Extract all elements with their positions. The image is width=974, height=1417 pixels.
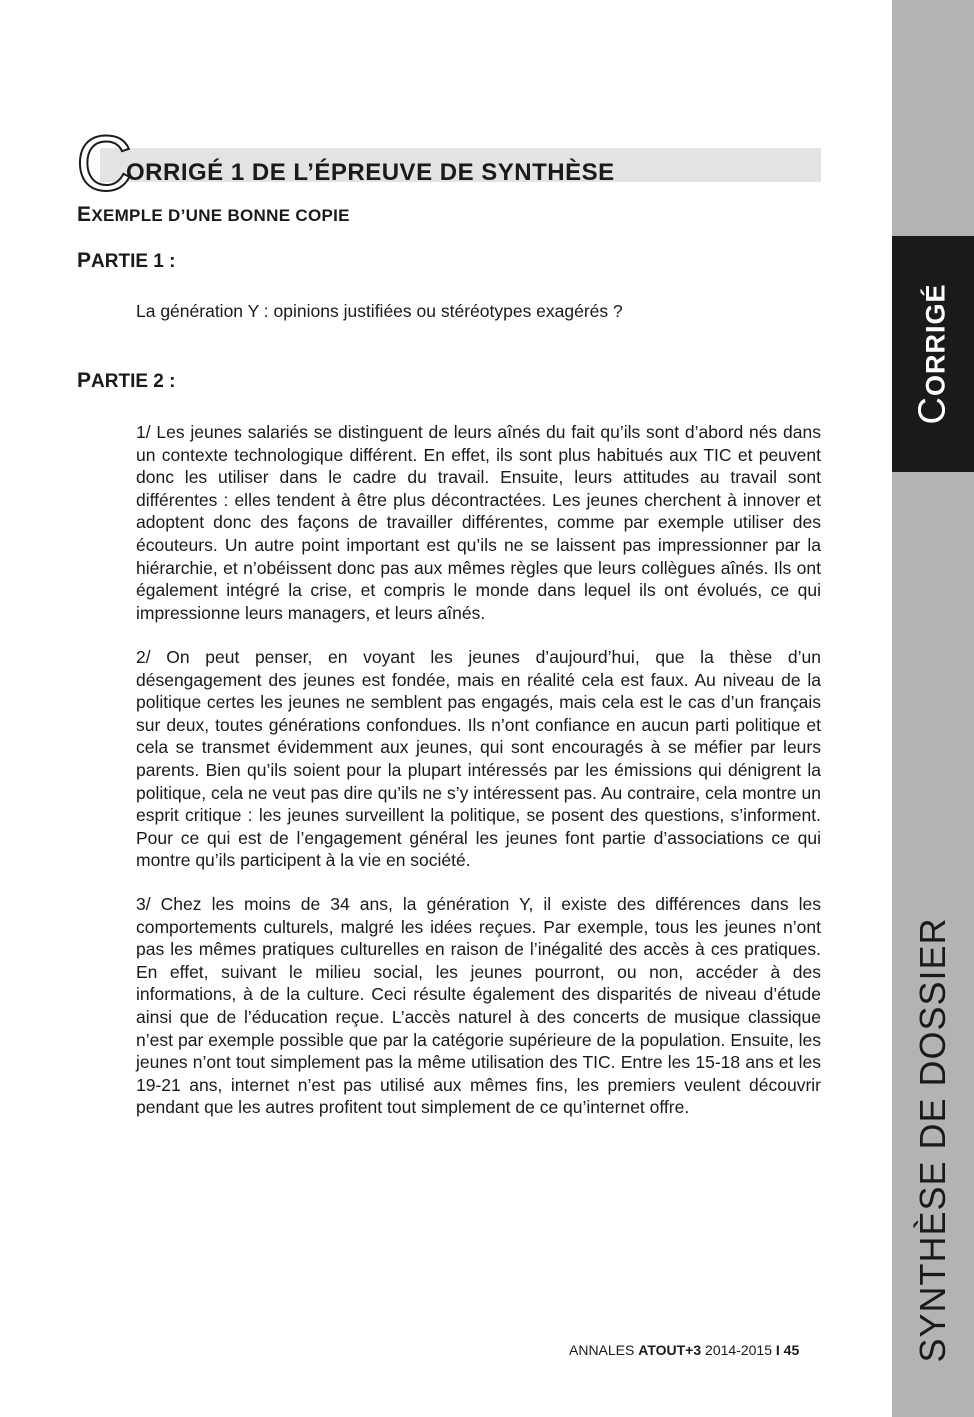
answer-paragraph-1: 1/ Les jeunes salariés se distinguent de leurs aînés du fait qu’ils sont d’abord nés dans un contexte technologique différent. En effet, ils sont plus habitués aux TIC et peuvent donc les utiliser dans le cadre du travail. Ensuite, leurs attitudes au travail sont différentes : elles tendent à être plus décontractées. Les jeunes cherchent à innover et adoptent donc des façons de travailler différentes, comme par exemple utiliser des écouteurs. Un autre point important est qu’ils ne se laissent pas impressionner par la hiérarchie, et n’obéissent donc pas aux mêmes règles que leurs collègues aînés. Ils ont également intégré la crise, et compris le monde dans lequel ils ont évolués, ce qui impressionne leurs managers, et leurs aînés. bbox=[136, 422, 821, 623]
footer-brand: ATOUT+3 bbox=[638, 1342, 702, 1358]
side-label-synthese: SYNTHÈSE DE DOSSIER bbox=[912, 917, 953, 1363]
answer-paragraph-3: 3/ Chez les moins de 34 ans, la génération Y, il existe des différences dans les comportements culturels, malgré les idées reçues. Par exemple, tous les jeunes n’ont pas les mêmes pratiques culturelles en raison de l’inégalité des accès à ces pratiques. En effet, suivant le milieu social, les jeunes pourront, ou non, accéder à des informations, à de la culture. Ceci résulte également des disparités de niveau d’étude ainsi que de l’éducation reçue. L’accès naturel à des concerts de musique classique n’est par exemple possible que par la catégorie supérieure de la population. Ensuite, les jeunes n’ont tout simplement pas la même utilisation des TIC. Entre les 15-18 ans et les 19-21 ans, internet n’est pas utilisé aux mêmes fins, les premiers veulent découvrir pendant que les autres profitent tout simplement de ce qu’internet offre. bbox=[136, 894, 821, 1118]
part1-question: La génération Y : opinions justifiées ou stéréotypes exagérés ? bbox=[136, 301, 623, 321]
footer-years: 2014-2015 bbox=[705, 1342, 772, 1358]
footer-annales: ANNALES bbox=[569, 1342, 635, 1358]
page-footer bbox=[569, 1342, 799, 1358]
subtitle: EXEMPLE D’UNE BONNE COPIE bbox=[77, 203, 350, 226]
footer-separator: I bbox=[775, 1342, 780, 1358]
title-initial: C bbox=[76, 119, 133, 207]
page-title: ORRIGÉ 1 DE L’ÉPREUVE DE SYNTHÈSE bbox=[126, 159, 615, 186]
part2-heading: PARTIE 2 : bbox=[77, 369, 176, 392]
side-label-corrige: CORRIGÉ bbox=[911, 283, 954, 425]
page-number: 45 bbox=[783, 1342, 800, 1358]
answer-paragraph-2: 2/ On peut penser, en voyant les jeunes d’aujourd’hui, que la thèse d’un désengagement des jeunes est fondée, mais en réalité cela est faux. Au niveau de la politique certes les jeunes ne semblent pas engagés, mais cela est le cas d’un français sur deux, toutes générations confondues. Ils n’ont confiance en aucun parti politique et cela se transmet évidemment aux jeunes, qui sont encouragés à se méfier par leurs parents. Bien qu’ils soient pour la plupart intéressés par les émissions qui dénigrent la politique, cela ne veut pas dire qu’ils ne s’y intéressent pas. Au contraire, cela montre un esprit critique : les jeunes surveillent la politique, se posent des questions, s’informent. Pour ce qui est de l’engagement général les jeunes font partie d’associations ce qui montre qu’ils participent à la vie en société. bbox=[136, 647, 821, 871]
part1-heading: PARTIE 1 : bbox=[77, 249, 176, 272]
